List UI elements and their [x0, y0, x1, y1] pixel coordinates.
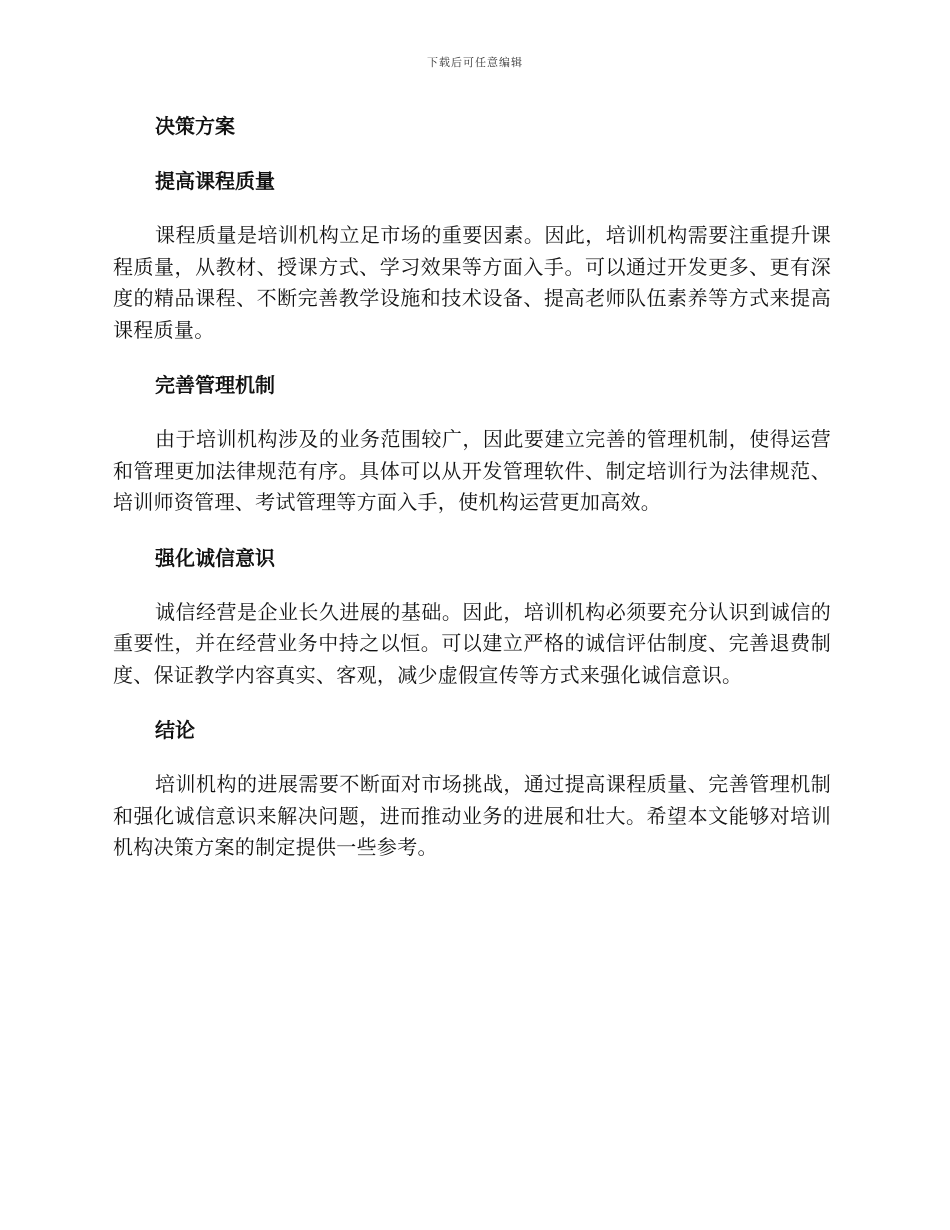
paragraph-conclusion: 培训机构的进展需要不断面对市场挑战，通过提高课程质量、完善管理机制和强化诚信意识来解决问题，进而推动业务的进展和壮大。希望本文能够对培训机构决策方案的制定提供一些参考。: [113, 772, 831, 859]
heading-integrity: 强化诚信意识: [155, 545, 275, 570]
page-header-note: 下载后可任意编辑: [427, 56, 523, 69]
paragraph-integrity: 诚信经营是企业长久进展的基础。因此，培训机构必须要充分认识到诚信的重要性，并在经营业务中持之以恒。可以建立严格的诚信评估制度、完善退费制度、保证教学内容真实、客观，减少虚假宣传等方式来强化诚信意识。: [113, 599, 831, 687]
heading-course-quality: 提高课程质量: [155, 169, 275, 193]
document-body: [113, 110, 831, 864]
paragraph-management: 由于培训机构涉及的业务范围较广，因此要建立完善的管理机制，使得运营和管理更加法律规范有序。具体可以从开发管理软件、制定培训行为法律规范、培训师资管理、考试管理等方面入手，使机构运营更加高效。: [113, 427, 831, 514]
paragraph-course-quality: 课程质量是培训机构立足市场的重要因素。因此，培训机构需要注重提升课程质量，从教材、授课方式、学习效果等方面入手。可以通过开发更多、更有深度的精品课程、不断完善教学设施和技术设备、提高老师队伍素养等方式来提高课程质量。: [113, 223, 831, 342]
heading-management: 完善管理机制: [155, 373, 275, 397]
heading-conclusion: 结论: [155, 718, 195, 742]
section-title: 决策方案: [155, 114, 235, 138]
